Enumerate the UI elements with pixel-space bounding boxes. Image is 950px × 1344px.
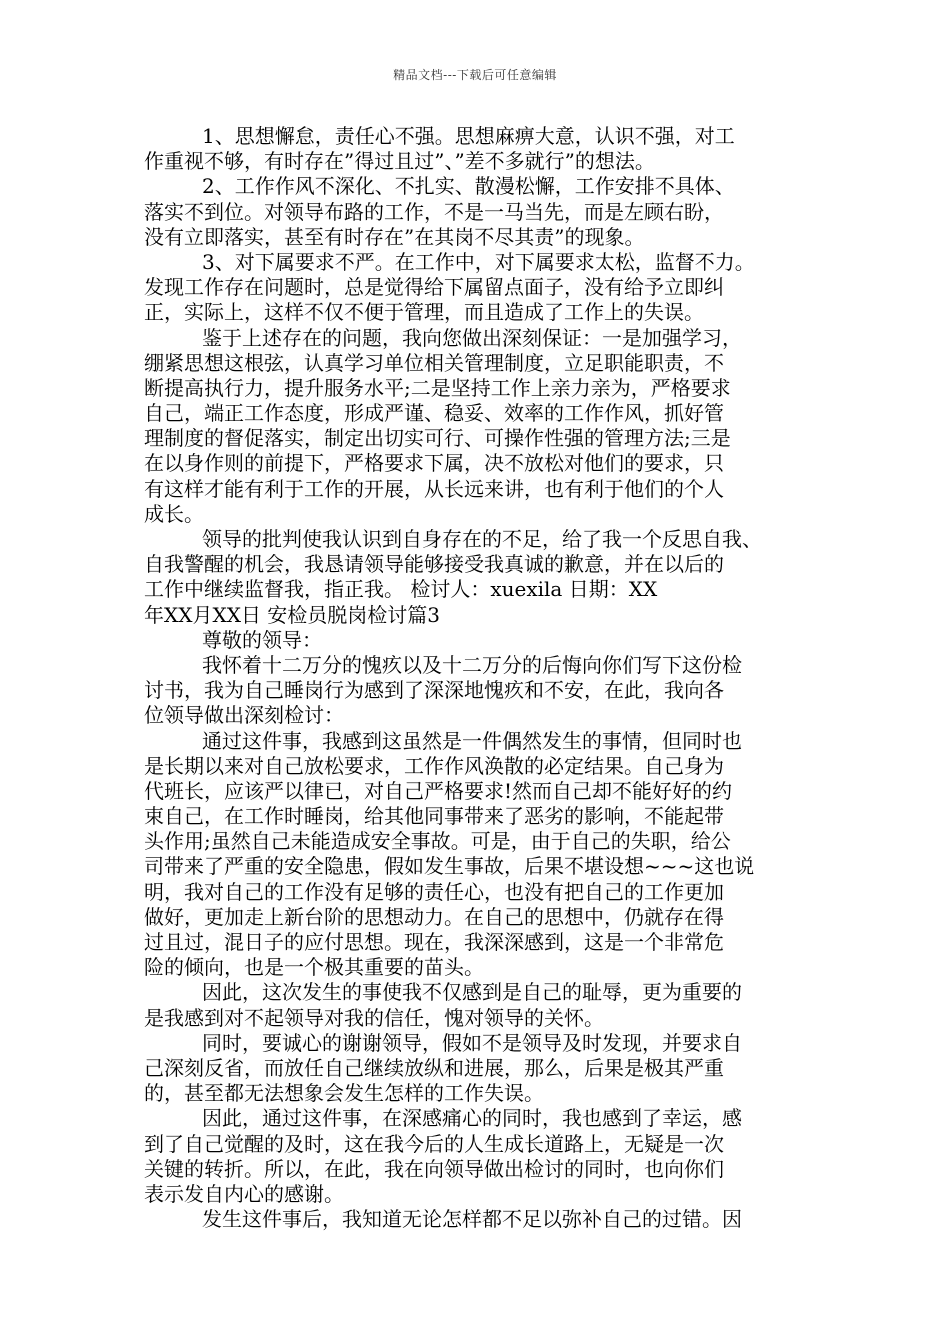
- text-line: 通过这件事，我感到这虽然是一件偶然发生的事情，但同时也: [202, 728, 742, 753]
- text-line: 发现工作存在问题时，总是觉得给下属留点面子，没有给予立即纠: [144, 275, 724, 300]
- text-line: 因此，通过这件事，在深感痛心的同时，我也感到了幸运，感: [202, 1106, 742, 1131]
- text-line: 理制度的督促落实，制定出切实可行、可操作性强的管理方法;三是: [144, 426, 731, 451]
- text-line: 司带来了严重的安全隐患，假如发生事故，后果不堪设想~~~这也说: [144, 854, 755, 879]
- text-line: 尊敬的领导：: [202, 627, 322, 652]
- text-line: 工作中继续监督我，指正我。 检讨人：xuexila 日期：XX: [144, 577, 658, 602]
- text-line: 表示发自内心的感谢。: [144, 1181, 344, 1206]
- text-line: 鉴于上述存在的问题，我向您做出深刻保证：一是加强学习，: [202, 325, 742, 350]
- text-line: 年XX月XX日 安检员脱岗检讨篇3: [144, 602, 441, 627]
- text-line: 险的倾向，也是一个极其重要的苗头。: [144, 955, 484, 980]
- text-line: 关键的转折。所以，在此，我在向领导做出检讨的同时，也向你们: [144, 1156, 724, 1181]
- text-line: 我怀着十二万分的愧疚以及十二万分的后悔向你们写下这份检: [202, 652, 742, 677]
- text-line: 因此，这次发生的事使我不仅感到是自己的耻辱，更为重要的: [202, 980, 742, 1005]
- text-line: 自己，端正工作态度，形成严谨、稳妥、效率的工作作风，抓好管: [144, 401, 724, 426]
- text-line: 断提高执行力，提升服务水平;二是坚持工作上亲力亲为，严格要求: [144, 375, 731, 400]
- text-line: 2、工作作风不深化、不扎实、散漫松懈，工作安排不具体、: [202, 174, 735, 199]
- text-line: 己深刻反省，而放任自己继续放纵和进展，那么，后果是极其严重: [144, 1055, 724, 1080]
- text-line: 自我警醒的机会，我恳请领导能够接受我真诚的歉意，并在以后的: [144, 552, 724, 577]
- text-line: 位领导做出深刻检讨：: [144, 703, 344, 728]
- text-line: 做好，更加走上新台阶的思想动力。在自己的思想中，仍就存在得: [144, 904, 724, 929]
- text-line: 到了自己觉醒的及时，这在我今后的人生成长道路上，无疑是一次: [144, 1131, 724, 1156]
- text-line: 明，我对自己的工作没有足够的责任心，也没有把自己的工作更加: [144, 879, 724, 904]
- text-line: 束自己，在工作时睡岗，给其他同事带来了恶劣的影响，不能起带: [144, 804, 724, 829]
- text-line: 的，甚至都无法想象会发生怎样的工作失误。: [144, 1081, 544, 1106]
- text-line: 有这样才能有利于工作的开展，从长远来讲，也有利于他们的个人: [144, 476, 724, 501]
- text-line: 代班长，应该严以律已，对自己严格要求!然而自己却不能好好的约: [144, 778, 733, 803]
- page-header: 精品文档---下载后可任意编辑: [393, 68, 557, 82]
- text-line: 发生这件事后，我知道无论怎样都不足以弥补自己的过错。因: [202, 1207, 742, 1232]
- text-line: 没有立即落实，甚至有时存在”在其岗不尽其责”的现象。: [144, 224, 645, 249]
- text-line: 1、思想懈怠，责任心不强。思想麻痹大意，认识不强，对工: [202, 124, 735, 148]
- text-line: 讨书，我为自己睡岗行为感到了深深地愧疚和不安，在此，我向各: [144, 678, 724, 703]
- text-line: 是长期以来对自己放松要求，工作作风涣散的必定结果。自己身为: [144, 753, 724, 778]
- text-line: 绷紧思想这根弦，认真学习单位相关管理制度，立足职能职责，不: [144, 350, 724, 375]
- text-line: 在以身作则的前提下，严格要求下属，决不放松对他们的要求，只: [144, 451, 724, 476]
- text-line: 正，实际上，这样不仅不便于管理，而且造成了工作上的失误。: [144, 300, 704, 325]
- text-line: 落实不到位。对领导布路的工作，不是一马当先，而是左顾右盼，: [144, 199, 724, 224]
- text-line: 成长。: [144, 501, 204, 526]
- text-line: 过且过，混日子的应付思想。现在，我深深感到，这是一个非常危: [144, 930, 724, 954]
- text-line: 3、对下属要求不严。在工作中，对下属要求太松，监督不力。: [202, 249, 755, 274]
- text-line: 同时，要诚心的谢谢领导，假如不是领导及时发现，并要求自: [202, 1030, 742, 1055]
- text-line: 是我感到对不起领导对我的信任，愧对领导的关怀。: [144, 1005, 604, 1030]
- text-line: 领导的批判使我认识到自身存在的不足，给了我一个反思自我、: [202, 527, 762, 551]
- text-line: 作重视不够，有时存在”得过且过”、”差不多就行”的想法。: [144, 149, 655, 174]
- document-body: [144, 124, 814, 1232]
- text-line: 头作用;虽然自己未能造成安全事故。可是，由于自己的失职，给公: [144, 829, 731, 854]
